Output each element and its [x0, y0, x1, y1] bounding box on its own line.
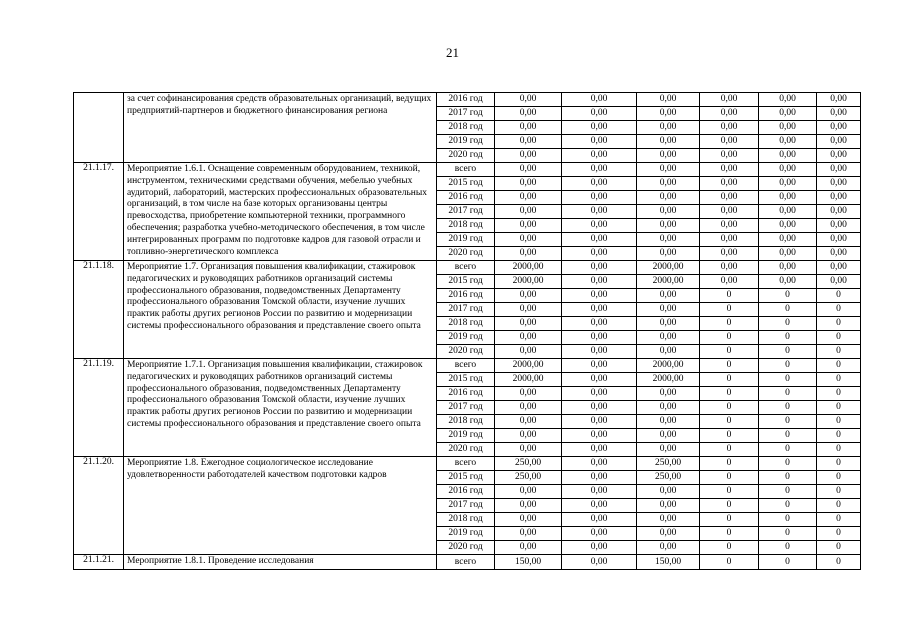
table-row [74, 261, 861, 275]
value-cell: 0 [700, 331, 759, 345]
value-cell: 0,00 [637, 191, 700, 205]
year-cell: 2020 год [437, 345, 495, 359]
value-cell: 0 [817, 303, 861, 317]
value-cell: 0 [700, 373, 759, 387]
year-cell: 2017 год [437, 499, 495, 513]
year-cell: 2018 год [437, 317, 495, 331]
value-cell: 0 [817, 429, 861, 443]
value-cell: 0,00 [759, 163, 817, 177]
value-cell: 0 [817, 541, 861, 555]
value-cell: 0 [759, 485, 817, 499]
table-row [74, 93, 861, 107]
value-cell: 0 [700, 317, 759, 331]
value-cell: 0,00 [637, 289, 700, 303]
value-cell: 0,00 [562, 261, 637, 275]
value-cell: 0,00 [562, 457, 637, 471]
year-cell: 2015 год [437, 471, 495, 485]
item-number: 21.1.21. [74, 555, 124, 570]
value-cell: 0,00 [637, 233, 700, 247]
value-cell: 0,00 [495, 499, 562, 513]
value-cell: 0,00 [495, 303, 562, 317]
value-cell: 250,00 [495, 457, 562, 471]
value-cell: 0,00 [495, 401, 562, 415]
value-cell: 0,00 [495, 233, 562, 247]
value-cell: 0,00 [817, 149, 861, 163]
value-cell: 0,00 [637, 107, 700, 121]
value-cell: 0,00 [562, 289, 637, 303]
value-cell: 0,00 [562, 401, 637, 415]
value-cell: 0 [759, 401, 817, 415]
value-cell: 0 [700, 429, 759, 443]
value-cell: 0 [700, 345, 759, 359]
value-cell: 2000,00 [495, 275, 562, 289]
value-cell: 0,00 [637, 485, 700, 499]
value-cell: 0 [759, 373, 817, 387]
value-cell: 0 [700, 289, 759, 303]
value-cell: 0,00 [495, 541, 562, 555]
value-cell: 0,00 [495, 247, 562, 261]
value-cell: 0,00 [495, 415, 562, 429]
value-cell: 0,00 [562, 443, 637, 457]
year-cell: 2018 год [437, 415, 495, 429]
item-number: 21.1.18. [74, 261, 124, 359]
value-cell: 0,00 [562, 317, 637, 331]
value-cell: 0,00 [562, 275, 637, 289]
value-cell: 0,00 [759, 275, 817, 289]
year-cell: 2019 год [437, 527, 495, 541]
table-row [74, 457, 861, 471]
value-cell: 0 [759, 359, 817, 373]
value-cell: 0 [817, 345, 861, 359]
value-cell: 0,00 [637, 247, 700, 261]
value-cell: 0 [759, 527, 817, 541]
value-cell: 2000,00 [637, 373, 700, 387]
value-cell: 0,00 [817, 93, 861, 107]
value-cell: 0 [759, 555, 817, 570]
value-cell: 2000,00 [495, 261, 562, 275]
value-cell: 0 [759, 387, 817, 401]
value-cell: 0,00 [495, 289, 562, 303]
value-cell: 0,00 [495, 513, 562, 527]
value-cell: 0 [817, 317, 861, 331]
value-cell: 0,00 [495, 107, 562, 121]
value-cell: 0,00 [759, 219, 817, 233]
value-cell: 0,00 [817, 219, 861, 233]
year-cell: всего [437, 457, 495, 471]
value-cell: 250,00 [637, 471, 700, 485]
value-cell: 0 [759, 499, 817, 513]
table-row [74, 359, 861, 373]
year-cell: 2020 год [437, 247, 495, 261]
value-cell: 0 [700, 457, 759, 471]
value-cell: 250,00 [637, 457, 700, 471]
value-cell: 0,00 [817, 191, 861, 205]
value-cell: 0 [817, 485, 861, 499]
year-cell: 2017 год [437, 401, 495, 415]
value-cell: 0 [700, 415, 759, 429]
value-cell: 0 [817, 527, 861, 541]
value-cell: 2000,00 [495, 373, 562, 387]
item-description: Мероприятие 1.7. Организация повышения квалификации, стажировок педагогических и руководящих работников организаций системы профессионального образования, подведомственных Департаменту профессионального образования Томской области, изучение лучших практик работы других регионов России по развитию и модернизации системы профессионального образования и представление своего опыта [124, 261, 437, 359]
value-cell: 0,00 [562, 303, 637, 317]
value-cell: 0,00 [759, 121, 817, 135]
value-cell: 0,00 [700, 121, 759, 135]
value-cell: 0,00 [637, 513, 700, 527]
value-cell: 0 [700, 513, 759, 527]
value-cell: 0,00 [562, 191, 637, 205]
value-cell: 0,00 [817, 177, 861, 191]
value-cell: 0,00 [562, 485, 637, 499]
value-cell: 0,00 [562, 555, 637, 570]
value-cell: 0,00 [495, 93, 562, 107]
value-cell: 0 [759, 415, 817, 429]
value-cell: 0 [759, 429, 817, 443]
value-cell: 0,00 [562, 471, 637, 485]
value-cell: 0,00 [817, 275, 861, 289]
value-cell: 0,00 [817, 233, 861, 247]
item-number: 21.1.17. [74, 163, 124, 261]
value-cell: 0,00 [495, 191, 562, 205]
value-cell: 0 [817, 373, 861, 387]
value-cell: 0,00 [637, 317, 700, 331]
value-cell: 0,00 [562, 359, 637, 373]
item-description: Мероприятие 1.8.1. Проведение исследования [124, 555, 437, 570]
value-cell: 0,00 [562, 135, 637, 149]
value-cell: 0 [700, 485, 759, 499]
value-cell: 0 [759, 471, 817, 485]
item-description: Мероприятие 1.6.1. Оснащение современным оборудованием, техникой, инструментом, техническими средствами обучения, мебелью учебных аудиторий, лабораторий, мастерских профессиональных образовательных организаций, в том числе на базе которых организованы центры превосходства, приобретение компьютерной техники, программного обеспечения; разработка учебно-методического обеспечения, в том числе интегрированных программ по подготовке кадров для газовой отрасли и топливно-энергетического комплекса [124, 163, 437, 261]
year-cell: 2020 год [437, 149, 495, 163]
value-cell: 0 [759, 457, 817, 471]
value-cell: 0,00 [700, 163, 759, 177]
value-cell: 0,00 [495, 205, 562, 219]
value-cell: 0 [817, 359, 861, 373]
value-cell: 0,00 [495, 177, 562, 191]
value-cell: 0 [759, 331, 817, 345]
value-cell: 0,00 [495, 219, 562, 233]
value-cell: 0 [759, 317, 817, 331]
year-cell: всего [437, 555, 495, 570]
value-cell: 0,00 [759, 205, 817, 219]
value-cell: 150,00 [495, 555, 562, 570]
year-cell: 2019 год [437, 233, 495, 247]
value-cell: 0,00 [562, 93, 637, 107]
value-cell: 0 [700, 471, 759, 485]
value-cell: 0,00 [562, 219, 637, 233]
year-cell: 2015 год [437, 275, 495, 289]
value-cell: 0,00 [700, 275, 759, 289]
value-cell: 0,00 [637, 429, 700, 443]
value-cell: 0,00 [637, 205, 700, 219]
table-row [74, 163, 861, 177]
value-cell: 0 [700, 359, 759, 373]
year-cell: 2016 год [437, 191, 495, 205]
value-cell: 0,00 [700, 149, 759, 163]
value-cell: 0 [759, 289, 817, 303]
value-cell: 0,00 [637, 93, 700, 107]
value-cell: 0 [700, 443, 759, 457]
value-cell: 0,00 [759, 261, 817, 275]
value-cell: 0 [700, 527, 759, 541]
value-cell: 0,00 [700, 107, 759, 121]
year-cell: 2020 год [437, 443, 495, 457]
value-cell: 0,00 [759, 107, 817, 121]
value-cell: 0 [759, 513, 817, 527]
value-cell: 0,00 [562, 205, 637, 219]
value-cell: 0,00 [495, 443, 562, 457]
value-cell: 0,00 [759, 177, 817, 191]
year-cell: всего [437, 261, 495, 275]
year-cell: 2018 год [437, 121, 495, 135]
value-cell: 2000,00 [637, 359, 700, 373]
value-cell: 0,00 [562, 233, 637, 247]
value-cell: 0,00 [562, 387, 637, 401]
year-cell: 2018 год [437, 219, 495, 233]
value-cell: 0,00 [637, 121, 700, 135]
year-cell: всего [437, 359, 495, 373]
item-number [74, 93, 124, 163]
value-cell: 0,00 [637, 331, 700, 345]
value-cell: 0 [759, 345, 817, 359]
value-cell: 0,00 [562, 345, 637, 359]
value-cell: 0,00 [759, 247, 817, 261]
year-cell: 2016 год [437, 289, 495, 303]
value-cell: 0,00 [495, 317, 562, 331]
value-cell: 0,00 [562, 149, 637, 163]
value-cell: 0,00 [562, 415, 637, 429]
value-cell: 0,00 [495, 149, 562, 163]
value-cell: 0,00 [637, 443, 700, 457]
funding-table [73, 92, 861, 570]
value-cell: 0,00 [759, 233, 817, 247]
value-cell: 0,00 [700, 205, 759, 219]
year-cell: 2017 год [437, 303, 495, 317]
value-cell: 0 [817, 401, 861, 415]
year-cell: 2015 год [437, 373, 495, 387]
value-cell: 2000,00 [637, 261, 700, 275]
value-cell: 0,00 [562, 373, 637, 387]
value-cell: 0,00 [562, 513, 637, 527]
value-cell: 0 [700, 541, 759, 555]
value-cell: 0,00 [700, 247, 759, 261]
value-cell: 0,00 [495, 121, 562, 135]
value-cell: 0,00 [817, 247, 861, 261]
year-cell: 2019 год [437, 429, 495, 443]
value-cell: 0 [817, 331, 861, 345]
year-cell: 2016 год [437, 387, 495, 401]
value-cell: 0 [817, 555, 861, 570]
year-cell: всего [437, 163, 495, 177]
value-cell: 0,00 [817, 205, 861, 219]
value-cell: 0,00 [700, 135, 759, 149]
value-cell: 0,00 [495, 387, 562, 401]
value-cell: 0 [700, 555, 759, 570]
value-cell: 0,00 [700, 219, 759, 233]
value-cell: 0,00 [637, 541, 700, 555]
value-cell: 0,00 [637, 345, 700, 359]
year-cell: 2018 год [437, 513, 495, 527]
year-cell: 2019 год [437, 135, 495, 149]
item-description: за счет софинансирования средств образовательных организаций, ведущих предприятий-партнеров и бюджетного финансирования региона [124, 93, 437, 163]
value-cell: 0,00 [562, 107, 637, 121]
value-cell: 0,00 [817, 121, 861, 135]
value-cell: 250,00 [495, 471, 562, 485]
value-cell: 0,00 [700, 177, 759, 191]
value-cell: 0 [817, 499, 861, 513]
value-cell: 0 [817, 415, 861, 429]
value-cell: 0,00 [495, 345, 562, 359]
value-cell: 0 [817, 289, 861, 303]
value-cell: 2000,00 [637, 275, 700, 289]
value-cell: 0,00 [495, 485, 562, 499]
value-cell: 150,00 [637, 555, 700, 570]
value-cell: 0 [759, 443, 817, 457]
value-cell: 0,00 [817, 163, 861, 177]
year-cell: 2015 год [437, 177, 495, 191]
value-cell: 0 [817, 387, 861, 401]
value-cell: 0,00 [817, 135, 861, 149]
value-cell: 0 [700, 387, 759, 401]
value-cell: 0,00 [495, 331, 562, 345]
value-cell: 0,00 [700, 261, 759, 275]
value-cell: 0,00 [759, 149, 817, 163]
value-cell: 2000,00 [495, 359, 562, 373]
item-description: Мероприятие 1.8. Ежегодное социологическое исследование удовлетворенности работодателей качеством подготовки кадров [124, 457, 437, 555]
value-cell: 0,00 [637, 135, 700, 149]
table-row [74, 555, 861, 570]
value-cell: 0,00 [759, 135, 817, 149]
value-cell: 0,00 [759, 93, 817, 107]
year-cell: 2016 год [437, 485, 495, 499]
value-cell: 0,00 [562, 499, 637, 513]
value-cell: 0 [817, 443, 861, 457]
value-cell: 0,00 [817, 261, 861, 275]
value-cell: 0,00 [562, 163, 637, 177]
value-cell: 0,00 [637, 387, 700, 401]
page-number: 21 [446, 45, 459, 60]
year-cell: 2017 год [437, 205, 495, 219]
value-cell: 0 [700, 401, 759, 415]
value-cell: 0 [759, 541, 817, 555]
value-cell: 0,00 [562, 177, 637, 191]
value-cell: 0 [817, 513, 861, 527]
value-cell: 0 [700, 499, 759, 513]
value-cell: 0,00 [637, 149, 700, 163]
value-cell: 0,00 [495, 135, 562, 149]
value-cell: 0,00 [637, 499, 700, 513]
value-cell: 0,00 [759, 191, 817, 205]
value-cell: 0,00 [562, 429, 637, 443]
value-cell: 0,00 [700, 233, 759, 247]
value-cell: 0,00 [637, 527, 700, 541]
value-cell: 0,00 [637, 401, 700, 415]
value-cell: 0,00 [562, 247, 637, 261]
value-cell: 0,00 [562, 541, 637, 555]
value-cell: 0,00 [637, 219, 700, 233]
value-cell: 0,00 [562, 527, 637, 541]
value-cell: 0,00 [700, 191, 759, 205]
value-cell: 0,00 [637, 303, 700, 317]
value-cell: 0 [700, 303, 759, 317]
item-description: Мероприятие 1.7.1. Организация повышения квалификации, стажировок педагогических и руководящих работников организаций системы профессионального образования, подведомственных Департаменту профессионального образования Томской области, изучение лучших практик работы других регионов России по развитию и модернизации системы профессионального образования и представление своего опыта [124, 359, 437, 457]
value-cell: 0 [759, 303, 817, 317]
value-cell: 0,00 [495, 429, 562, 443]
value-cell: 0,00 [562, 121, 637, 135]
value-cell: 0,00 [817, 107, 861, 121]
value-cell: 0,00 [562, 331, 637, 345]
year-cell: 2016 год [437, 93, 495, 107]
value-cell: 0,00 [637, 415, 700, 429]
value-cell: 0,00 [700, 93, 759, 107]
value-cell: 0 [817, 457, 861, 471]
value-cell: 0,00 [495, 163, 562, 177]
year-cell: 2017 год [437, 107, 495, 121]
item-number: 21.1.20. [74, 457, 124, 555]
year-cell: 2019 год [437, 331, 495, 345]
value-cell: 0,00 [637, 177, 700, 191]
value-cell: 0 [817, 471, 861, 485]
value-cell: 0,00 [495, 527, 562, 541]
item-number: 21.1.19. [74, 359, 124, 457]
value-cell: 0,00 [637, 163, 700, 177]
year-cell: 2020 год [437, 541, 495, 555]
